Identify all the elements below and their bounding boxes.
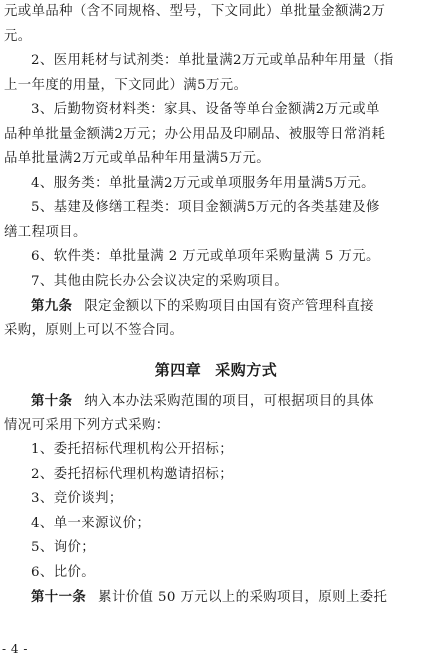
- body-line: 7、其他由院长办公会议决定的采购项目。: [31, 273, 289, 289]
- method-item: 3、竞价谈判；: [31, 491, 123, 506]
- article-9-label: 第九条: [31, 298, 73, 314]
- chapter-title: 采购方式: [215, 361, 278, 379]
- method-item: 6、比价。: [31, 564, 96, 580]
- body-line: 上一年度的用量，下文同此）满5万元。: [4, 77, 248, 93]
- article-9-line-1: [4, 294, 428, 319]
- method-item: 4、单一来源议价；: [31, 515, 151, 531]
- article-11-text: 累计价值 50 万元以上的采购项目，原则上委托: [98, 590, 388, 605]
- body-line: 元。: [4, 28, 32, 44]
- article-10-text: 纳入本办法采购范围的项目，可根据项目的具体: [84, 394, 374, 409]
- method-item: 2、委托招标代理机构邀请招标；: [31, 466, 233, 482]
- article-10-line-1: [4, 389, 428, 414]
- body-line: 4、服务类：单批量满2万元或单项服务年用量满5万元。: [31, 175, 375, 191]
- page-number: - 4 -: [2, 642, 28, 656]
- article-11-line-1: [4, 585, 428, 610]
- method-item: 5、询价；: [31, 540, 96, 555]
- method-item: 1、委托招标代理机构公开招标；: [31, 442, 233, 457]
- chapter-heading: [4, 355, 428, 385]
- body-line: 6、软件类：单批量满 2 万元或单项年采购量满 5 万元。: [31, 249, 380, 264]
- body-line: 品单批量满2万元或单品种年用量满5万元。: [4, 151, 271, 166]
- article-10-line-2: 情况可采用下列方式采购：: [4, 417, 170, 433]
- chapter-number: 第四章: [154, 361, 202, 379]
- body-line: 5、基建及修缮工程类：项目金额满5万元的各类基建及修: [31, 200, 380, 215]
- body-line: 品种单批量金额满2万元；办公用品及印刷品、被服等日常消耗: [4, 126, 386, 142]
- body-line: 3、后勤物资材料类：家具、设备等单台金额满2万元或单: [31, 102, 380, 117]
- article-11-label: 第十一条: [31, 589, 87, 605]
- article-10-label: 第十条: [31, 393, 73, 409]
- article-9-text: 限定金额以下的采购项目由国有资产管理科直接: [84, 299, 374, 314]
- document-body: [4, 0, 428, 610]
- body-line: 元或单品种（含不同规格、型号，下文同此）单批量金额满2万: [4, 4, 386, 19]
- body-line: 缮工程项目。: [4, 224, 87, 240]
- article-9-line-2: 采购，原则上可以不签合同。: [4, 322, 184, 338]
- body-line: 2、医用耗材与试剂类：单批量满2万元或单品种年用量（指: [31, 53, 394, 68]
